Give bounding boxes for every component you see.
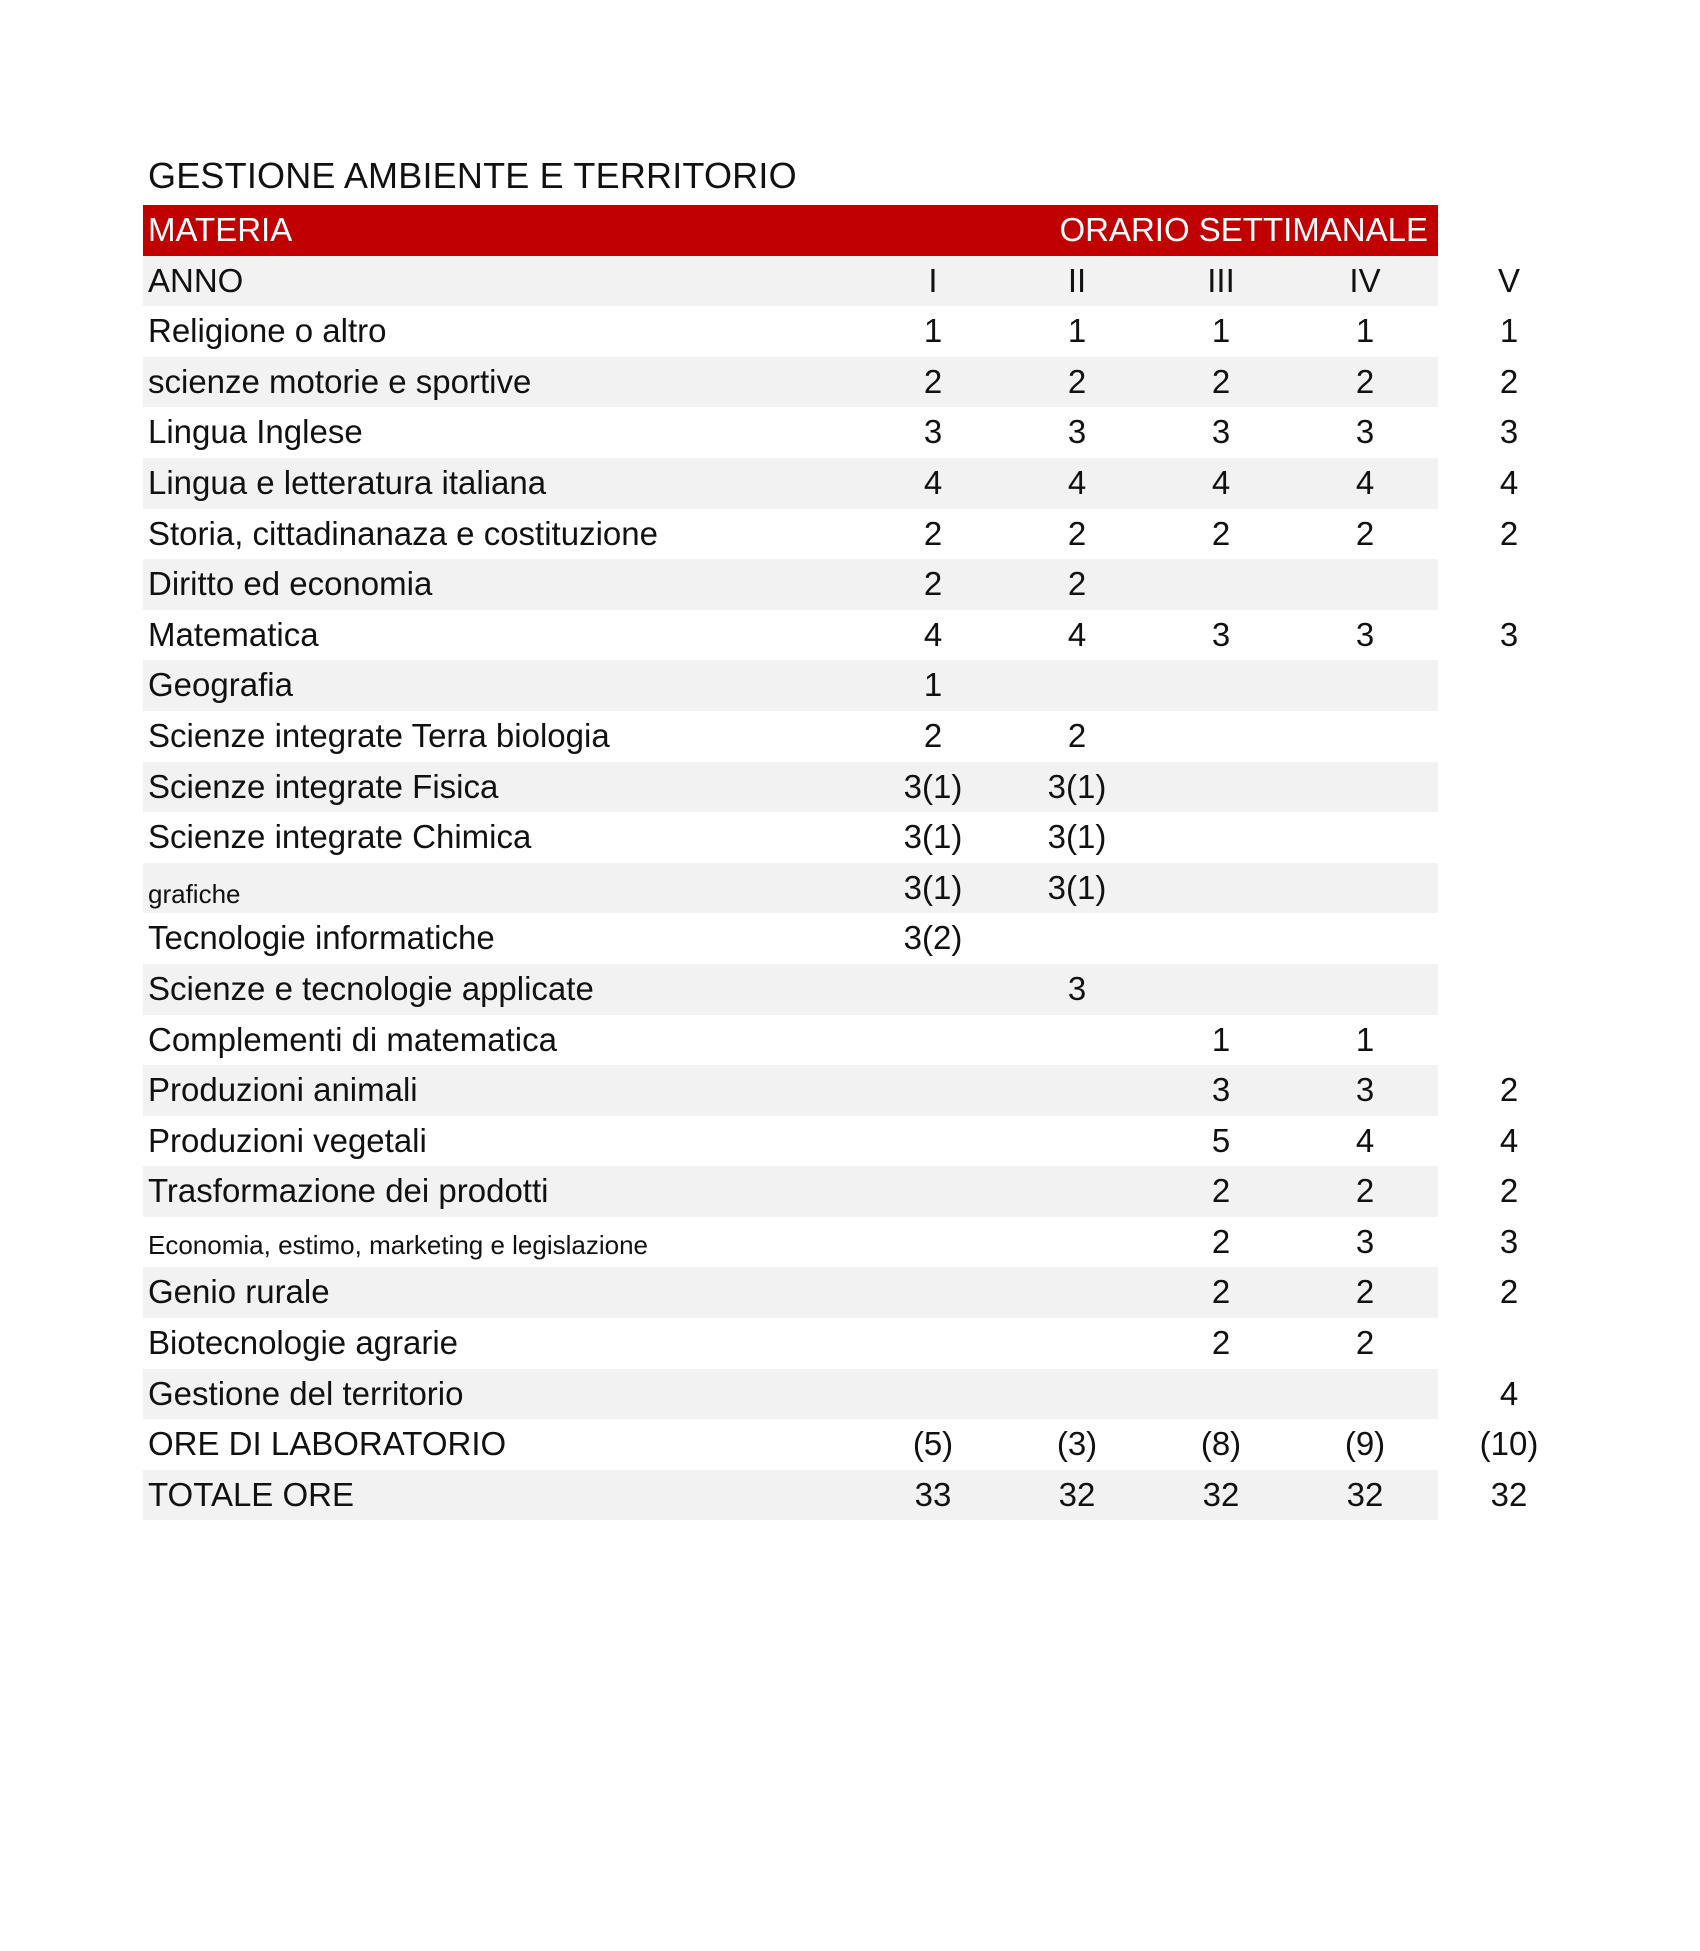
hours-cell: 3: [1499, 413, 1519, 451]
subject-label: Storia, cittadinanaza e costituzione: [148, 514, 658, 552]
subject-label: Genio rurale: [148, 1273, 330, 1311]
hours-cell: [1305, 964, 1425, 1015]
timetable: [143, 205, 1539, 1520]
hours-cell: 2: [1211, 362, 1231, 400]
hours-cell: 2: [923, 565, 943, 603]
hours-cell: [1449, 660, 1569, 711]
subject-label: Scienze integrate Terra biologia: [148, 716, 610, 754]
subject-label: Biotecnologie agrarie: [148, 1324, 459, 1362]
hours-cell: 2: [923, 514, 943, 552]
subject-label: Gestione del territorio: [148, 1374, 464, 1412]
subject-label: Geografia: [148, 666, 293, 704]
hours-cell: [1305, 762, 1425, 813]
hours-cell: 2: [1067, 362, 1087, 400]
hours-cell: [1161, 762, 1281, 813]
year-row-label: ANNO: [148, 261, 244, 299]
hours-cell: 2: [1499, 1172, 1519, 1210]
hours-cell: [1161, 913, 1281, 964]
table-row: [143, 610, 1519, 661]
hours-cell: 1: [1211, 1020, 1231, 1058]
hours-cell: (3): [1056, 1425, 1098, 1463]
hours-cell: 32: [1346, 1475, 1384, 1513]
table-row: [143, 559, 1438, 610]
hours-cell: 1: [1499, 312, 1519, 350]
hours-cell: [873, 1166, 993, 1217]
hours-cell: [873, 1217, 993, 1268]
hours-cell: [1449, 1318, 1569, 1369]
table-row: [143, 1065, 1519, 1116]
hours-cell: 2: [1211, 1273, 1231, 1311]
table-row: [143, 407, 1519, 458]
subject-label: Lingua Inglese: [148, 413, 363, 451]
hours-cell: [1449, 762, 1569, 813]
hours-cell: [1449, 863, 1569, 914]
hours-cell: [873, 1318, 993, 1369]
subject-label: TOTALE ORE: [148, 1475, 354, 1513]
hours-cell: (10): [1479, 1425, 1539, 1463]
hours-cell: 2: [1211, 1172, 1231, 1210]
year-column-3: III: [1207, 261, 1235, 299]
hours-cell: 1: [1067, 312, 1087, 350]
hours-cell: 2: [923, 716, 943, 754]
hours-cell: [1449, 711, 1569, 762]
hours-cell: 1: [923, 312, 943, 350]
hours-cell: 1: [923, 666, 943, 704]
hours-cell: [1161, 711, 1281, 762]
hours-cell: (5): [912, 1425, 954, 1463]
hours-cell: 3: [1067, 413, 1087, 451]
hours-cell: [1017, 913, 1137, 964]
subject-label: grafiche: [148, 878, 241, 909]
hours-cell: 4: [923, 615, 943, 653]
hours-cell: 4: [1355, 1121, 1375, 1159]
hours-cell: [1161, 1369, 1281, 1420]
hours-cell: 3: [1211, 413, 1231, 451]
hours-cell: [1449, 964, 1569, 1015]
year-row: [143, 256, 1520, 307]
hours-cell: 3: [1499, 1222, 1519, 1260]
hours-cell: (9): [1344, 1425, 1386, 1463]
hours-cell: 2: [1499, 1071, 1519, 1109]
table-row: [143, 1419, 1539, 1470]
table-row: [143, 660, 1438, 711]
hours-cell: 1: [1355, 1020, 1375, 1058]
table-row: [143, 1267, 1519, 1318]
hours-cell: [1161, 964, 1281, 1015]
table-row: [143, 863, 1438, 914]
table-row: [143, 711, 1438, 762]
hours-cell: [1305, 660, 1425, 711]
table-row: [143, 812, 1438, 863]
hours-cell: 3: [1499, 615, 1519, 653]
hours-cell: 2: [1355, 514, 1375, 552]
hours-cell: 33: [914, 1475, 952, 1513]
subject-label: Diritto ed economia: [148, 565, 433, 603]
hours-cell: [1449, 913, 1569, 964]
hours-cell: 2: [1067, 565, 1087, 603]
hours-cell: 2: [1067, 514, 1087, 552]
hours-cell: 3: [1355, 413, 1375, 451]
hours-cell: [1017, 1065, 1137, 1116]
hours-cell: 3: [1211, 615, 1231, 653]
header-weekly-hours-label: ORARIO SETTIMANALE: [1059, 211, 1428, 248]
hours-cell: [1305, 863, 1425, 914]
table-row: [143, 964, 1438, 1015]
hours-cell: [1017, 1217, 1137, 1268]
hours-cell: 4: [1355, 463, 1375, 501]
hours-cell: 4: [1211, 463, 1231, 501]
table-row: [143, 458, 1519, 509]
hours-cell: 2: [1355, 362, 1375, 400]
hours-cell: [1449, 1015, 1569, 1066]
hours-cell: 2: [1211, 1324, 1231, 1362]
subject-label: Tecnologie informatiche: [148, 919, 495, 957]
year-column-5: V: [1497, 261, 1520, 299]
hours-cell: 3: [1355, 1071, 1375, 1109]
hours-cell: [1017, 1166, 1137, 1217]
hours-cell: [1305, 913, 1425, 964]
hours-cell: 32: [1202, 1475, 1240, 1513]
hours-cell: [1017, 660, 1137, 711]
hours-cell: [1017, 1318, 1137, 1369]
hours-cell: 32: [1058, 1475, 1096, 1513]
subject-label: ORE DI LABORATORIO: [148, 1425, 507, 1463]
subject-label: Scienze integrate Fisica: [148, 767, 499, 805]
year-column-4: IV: [1349, 261, 1381, 299]
hours-cell: 3: [1355, 1222, 1375, 1260]
hours-cell: 2: [1355, 1273, 1375, 1311]
hours-cell: [1305, 559, 1425, 610]
table-row: [143, 1470, 1528, 1521]
hours-cell: [1161, 812, 1281, 863]
hours-cell: [1449, 812, 1569, 863]
hours-cell: [1017, 1267, 1137, 1318]
hours-cell: [1017, 1369, 1137, 1420]
hours-cell: [1305, 812, 1425, 863]
hours-cell: 2: [1355, 1324, 1375, 1362]
table-header-row: [143, 205, 1438, 256]
hours-cell: 4: [1499, 1374, 1519, 1412]
hours-cell: 2: [1355, 1172, 1375, 1210]
year-column-1: I: [928, 261, 938, 299]
hours-cell: [873, 964, 993, 1015]
hours-cell: 2: [1499, 362, 1519, 400]
table-row: [143, 1217, 1519, 1268]
hours-cell: 3: [1067, 969, 1087, 1007]
table-row: [143, 1318, 1438, 1369]
subject-label: Religione o altro: [148, 312, 387, 350]
hours-cell: 2: [1499, 1273, 1519, 1311]
hours-cell: 2: [1067, 716, 1087, 754]
table-row: [143, 357, 1519, 408]
subject-label: Trasformazione dei prodotti: [148, 1172, 549, 1210]
hours-cell: [873, 1267, 993, 1318]
subject-label: Produzioni vegetali: [148, 1121, 427, 1159]
hours-cell: [1449, 559, 1569, 610]
subject-label: Scienze e tecnologie applicate: [148, 969, 594, 1007]
hours-cell: 2: [1211, 1222, 1231, 1260]
hours-cell: [873, 1116, 993, 1167]
hours-cell: [873, 1369, 993, 1420]
hours-cell: [1017, 1015, 1137, 1066]
hours-cell: (8): [1200, 1425, 1242, 1463]
table-row: [143, 1116, 1519, 1167]
subject-label: Scienze integrate Chimica: [148, 818, 532, 856]
hours-cell: [1161, 559, 1281, 610]
hours-cell: [873, 1065, 993, 1116]
header-subject-label: MATERIA: [148, 211, 293, 248]
hours-cell: 2: [923, 362, 943, 400]
hours-cell: 4: [923, 463, 943, 501]
table-row: [143, 306, 1519, 357]
table-row: [143, 1015, 1438, 1066]
subject-label: Matematica: [148, 615, 319, 653]
hours-cell: 3(1): [903, 818, 963, 856]
hours-cell: 3: [923, 413, 943, 451]
hours-cell: 4: [1499, 1121, 1519, 1159]
hours-cell: 5: [1211, 1121, 1231, 1159]
hours-cell: 3(1): [903, 868, 963, 906]
subject-label: Economia, estimo, marketing e legislazione: [148, 1229, 649, 1260]
hours-cell: 1: [1355, 312, 1375, 350]
hours-cell: 4: [1067, 615, 1087, 653]
page-title: GESTIONE AMBIENTE E TERRITORIO: [148, 155, 797, 196]
year-column-2: II: [1067, 261, 1087, 299]
subject-label: Complementi di matematica: [148, 1020, 557, 1058]
hours-cell: 2: [1499, 514, 1519, 552]
hours-cell: [1305, 1369, 1425, 1420]
hours-cell: [1161, 660, 1281, 711]
table-row: [143, 913, 1438, 964]
hours-cell: 4: [1067, 463, 1087, 501]
hours-cell: 2: [1211, 514, 1231, 552]
table-row: [143, 509, 1519, 560]
hours-cell: 3(1): [903, 767, 963, 805]
hours-cell: 3: [1355, 615, 1375, 653]
hours-cell: 3(1): [1047, 767, 1107, 805]
subject-label: Produzioni animali: [148, 1071, 418, 1109]
hours-cell: [1017, 1116, 1137, 1167]
hours-cell: 32: [1490, 1475, 1528, 1513]
hours-cell: 3(1): [1047, 818, 1107, 856]
table-row: [143, 1369, 1519, 1420]
hours-cell: [1161, 863, 1281, 914]
hours-cell: 3(2): [903, 919, 963, 957]
hours-cell: 4: [1499, 463, 1519, 501]
subject-label: scienze motorie e sportive: [148, 362, 532, 400]
table-row: [143, 762, 1438, 813]
hours-cell: 1: [1211, 312, 1231, 350]
subject-label: Lingua e letteratura italiana: [148, 463, 547, 501]
hours-cell: 3: [1211, 1071, 1231, 1109]
hours-cell: 3(1): [1047, 868, 1107, 906]
hours-cell: [1305, 711, 1425, 762]
table-row: [143, 1166, 1519, 1217]
hours-cell: [873, 1015, 993, 1066]
